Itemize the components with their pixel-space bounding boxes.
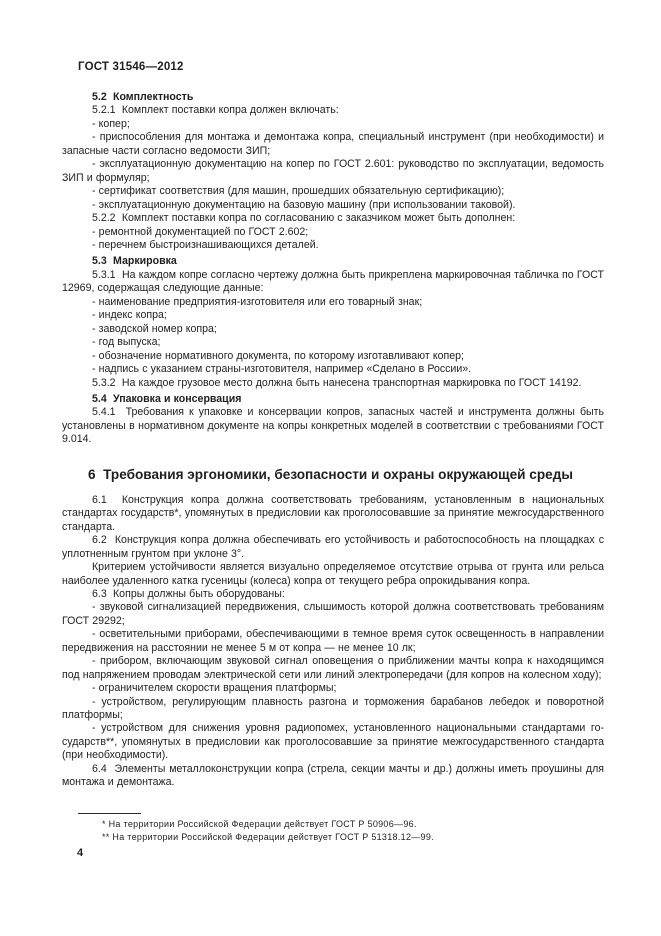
paragraph-5-3-2: 5.3.2 На каждое грузовое место должна быть нанесена транспортная маркировка по ГОСТ 14192.	[92, 376, 582, 389]
list-item: - приспособления для монтажа и демонтажа копра, специальный инструмент (при необходимости) и запасные части согласно ведомости ЗИП;	[62, 131, 604, 157]
paragraph-5-2-1: 5.2.1 Комплект поставки копра должен включать:	[92, 104, 339, 117]
footnote-1: * На территории Российской Федерации действует ГОСТ Р 50906—96.	[102, 819, 417, 829]
list-item: - осветительными приборами, обеспечивающими в темное время суток освещенность в направлении передвижения на расстоянии не менее 5 м от копра — не менее 10 лк;	[62, 628, 604, 654]
paragraph-6-3: 6.3 Копры должны быть оборудованы:	[92, 587, 285, 600]
list-item: - ограничителем скорости вращения платформы;	[92, 682, 337, 695]
list-item: - наименование предприятия-изготовителя или его товарный знак;	[92, 295, 423, 308]
list-item: - эксплуатационную документацию на базовую машину (при использовании таковой).	[92, 198, 516, 211]
list-item: - надпись с указанием страны-изготовителя, например «Сделано в России».	[92, 363, 472, 376]
paragraph-6-4: 6.4 Элементы металлоконструкции копра (стрела, секции мачты и др.) должны иметь проушины для монтажа и демонтажа.	[62, 762, 604, 789]
list-item: - индекс копра;	[92, 309, 167, 322]
section-6-heading: 6 Требования эргономики, безопасности и охраны окружающей среды	[88, 466, 573, 482]
list-item: - сертификат соответствия (для машин, прошедших обязательную сертификацию);	[92, 185, 505, 198]
list-item: - обозначение нормативного документа, по которому изготавливают копер;	[92, 349, 464, 362]
paragraph-5-3-1: 5.3.1 На каждом копре согласно чертежу должна быть прикреплена маркировочная табличка по ГОСТ 12969, содержащая следующие данные:	[62, 268, 604, 295]
footnote-2: ** На территории Российской Федерации действует ГОСТ Р 51318.12—99.	[102, 832, 434, 842]
list-item: - ремонтной документацией по ГОСТ 2.602;	[92, 225, 309, 238]
list-item: - перечнем быстроизнашивающихся деталей.	[92, 238, 319, 251]
paragraph-6-2-note: Критерием устойчивости является визуально определяемое отсутствие отрыва от грунта или рельса наиболее удаленного катка гусеницы (колеса) копра от текущего ребра опрокидывания копра.	[62, 561, 604, 587]
list-item: - заводской номер копра;	[92, 322, 217, 335]
list-item: - эксплуатационную документацию на копер по ГОСТ 2.601: руководство по эксплуатации, ведомость ЗИП и формуляр;	[62, 158, 604, 184]
list-item: - звуковой сигнализацией передвижения, слышимость которой должна соответствовать требованиям ГОСТ 29292;	[62, 601, 604, 627]
page-number: 4	[77, 847, 84, 859]
footnotes	[62, 805, 604, 844]
paragraph-6-1: 6.1 Конструкция копра должна соответствовать требованиям, установленным в национальных стандартах государств*, упомянутых в предисловии как проголосовавшие за принятие межгосударственного стандарта.	[62, 493, 604, 533]
list-item: - год выпуска;	[92, 336, 161, 349]
paragraph-5-4-1: 5.4.1 Требования к упаковке и консервации копров, запасных частей и инструмента должны быть установлены в нормативном документе на копры конкретных моделей в соответствии с требованиями ГОСТ 9.014.	[62, 406, 604, 446]
footnote-rule	[78, 813, 141, 814]
doc-body	[62, 88, 604, 790]
doc-header: ГОСТ 31546—2012	[78, 61, 184, 73]
paragraph-5-2-2: 5.2.2 Комплект поставки копра по согласованию с заказчиком может быть дополнен:	[92, 212, 516, 225]
paragraph-6-2: 6.2 Конструкция копра должна обеспечивать его устойчивость и работоспособность на площадках с уплотненным грунтом при уклоне 3°.	[62, 534, 604, 560]
list-item: - устройством для снижения уровня радиопомех, установленного национальными стандартами государств**, упомянутых в предисловии как проголосовавшие за принятие межгосударственного стандарта (при необходимости).	[62, 722, 604, 762]
subsection-heading-5-3: 5.3 Маркировка	[92, 255, 177, 268]
list-item: - копер;	[92, 117, 130, 130]
subsection-heading-5-2: 5.2 Комплектность	[92, 91, 194, 103]
subsection-heading-5-4: 5.4 Упаковка и консервация	[92, 392, 242, 405]
list-item: - устройством, регулирующим плавность разгона и торможения барабанов лебедок и поворотной платформы;	[62, 695, 604, 722]
list-item: - прибором, включающим звуковой сигнал оповещения о приближении мачты копра к находящимся под напряжением проводам электрической сети или линий электропередачи (для копров на колесном ходу);	[62, 655, 604, 681]
